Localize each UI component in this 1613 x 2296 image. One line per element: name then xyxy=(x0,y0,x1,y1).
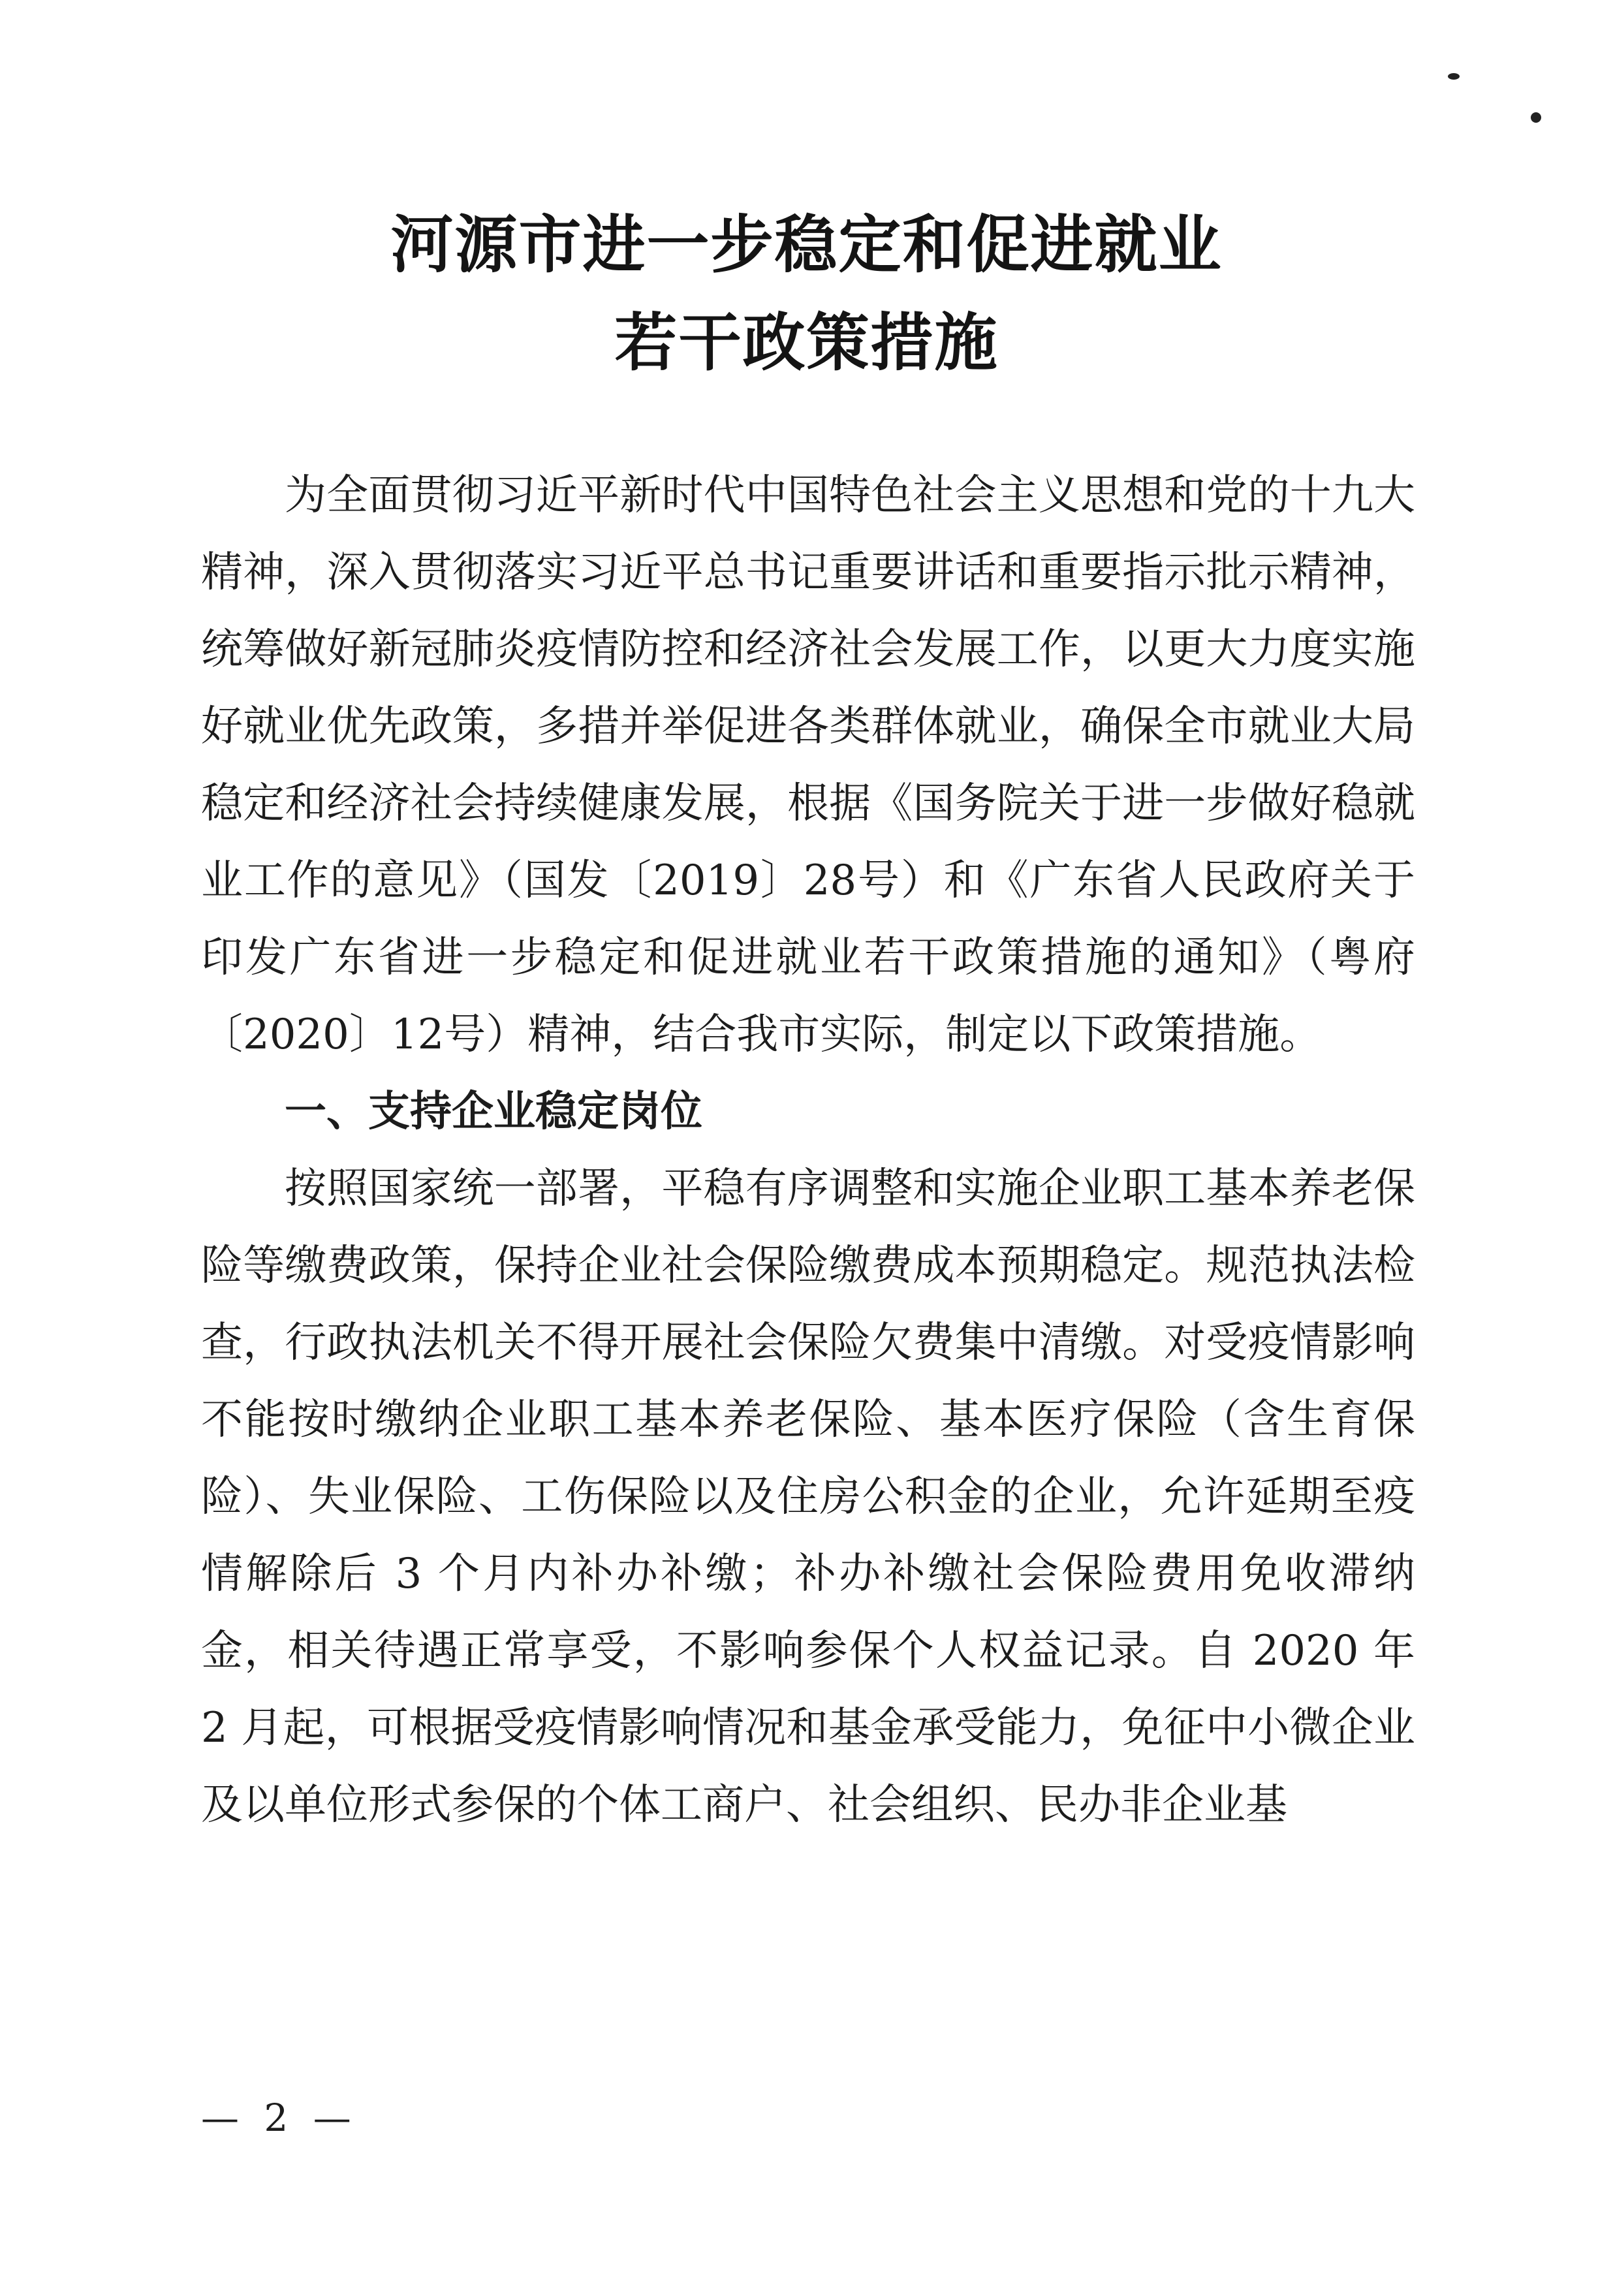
title-line-2: 若干政策措施 xyxy=(614,306,999,379)
title-line-1: 河源市进一步稳定和促进就业 xyxy=(390,208,1223,281)
document-title xyxy=(0,196,1613,392)
document-body xyxy=(201,457,1415,1844)
scan-speck xyxy=(1531,112,1541,123)
scan-speck xyxy=(1448,73,1460,80)
page-number: — 2 — xyxy=(201,2096,358,2140)
section-1-paragraph: 按照国家统一部署，平稳有序调整和实施企业职工基本养老保险等缴费政策，保持企业社会保险缴费成本预期稳定。规范执法检查，行政执法机关不得开展社会保险欠费集中清缴。对受疫情影响不能按时缴纳企业职工基本养老保险、基本医疗保险（含生育保险）、失业保险、工伤保险以及住房公积金的企业，允许延期至疫情解除后 3 个月内补办补缴；补办补缴社会保险费用免收滞纳金，相关待遇正常享受，不影响参保个人权益记录。自 2020 年 2 月起，可根据受疫情影响情况和基金承受能力，免征中小微企业及以单位形式参保的个体工商户、社会组织、民办非企业基 xyxy=(201,1165,1415,1829)
section-1-heading: 一、支持企业稳定岗位 xyxy=(285,1088,702,1136)
intro-paragraph: 为全面贯彻习近平新时代中国特色社会主义思想和党的十九大精神，深入贯彻落实习近平总书记重要讲话和重要指示批示精神，统筹做好新冠肺炎疫情防控和经济社会发展工作，以更大力度实施好就业优先政策，多措并举促进各类群体就业，确保全市就业大局稳定和经济社会持续健康发展，根据《国务院关于进一步做好稳就业工作的意见》（国发〔2019〕28号）和《广东省人民政府关于印发广东省进一步稳定和促进就业若干政策措施的通知》（粤府〔2020〕12号）精神，结合我市实际，制定以下政策措施。 xyxy=(201,471,1415,1059)
